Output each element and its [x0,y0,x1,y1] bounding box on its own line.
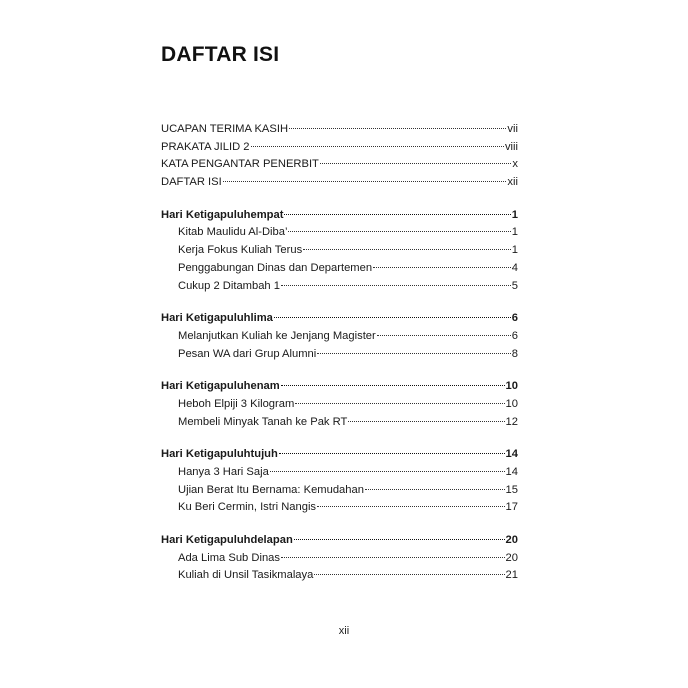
toc-section[interactable] [161,567,518,585]
toc-chapter-2[interactable] [161,310,518,328]
toc-section[interactable] [161,414,518,432]
toc-section-title: Hanya 3 Hari Saja [178,466,269,478]
toc-section-title: Ujian Berat Itu Bernama: Kemudahan [178,483,364,496]
dot-leader [279,453,505,454]
dot-leader [270,471,505,472]
dot-leader [223,181,507,182]
toc-section-title: Cukup 2 Ditambah 1 [178,279,280,292]
dot-leader [281,285,511,286]
toc-section-page: 10 [505,397,518,410]
dot-leader [288,231,510,232]
toc-section-page: 21 [505,569,518,582]
toc-entry-page: vii [507,123,518,135]
toc-section-page: 6 [511,329,518,342]
toc-section[interactable] [161,328,518,346]
toc-entry-page: viii [504,140,518,153]
toc-section-title: Kerja Fokus Kuliah Terus [178,244,303,257]
toc-chapter-title: Hari Ketigapuluhdelapan [161,534,293,547]
toc-chapter-title: Hari Ketigapuluhtujuh [161,448,278,461]
toc-chapter-page: 10 [505,380,518,393]
toc-chapter-5[interactable] [161,532,518,550]
toc-section-page: 14 [505,466,518,478]
dot-leader [251,146,504,147]
dot-leader [314,574,504,575]
dot-leader [281,385,505,386]
toc-section-page: 12 [505,415,518,428]
dot-leader [284,214,510,215]
dot-leader [317,353,511,354]
toc-entry-page: x [512,158,518,171]
toc-section[interactable] [161,260,518,278]
toc-section-page: 5 [511,279,518,292]
toc-section-page: 17 [505,501,518,514]
page-title: DAFTAR ISI [161,43,280,66]
toc-chapter-page: 14 [505,448,518,461]
toc-section-title: Melanjutkan Kuliah ke Jenjang Magister [178,329,376,342]
toc-section[interactable] [161,242,518,260]
toc-section-title: Membeli Minyak Tanah ke Pak RT [178,415,348,428]
toc-entry-page: xii [507,176,518,189]
toc-section-title: Ku Beri Cermin, Istri Nangis [178,501,317,514]
toc-section-title: Ada Lima Sub Dinas [178,551,280,564]
toc-entry-prakata[interactable] [161,139,518,157]
toc-section-page: 4 [511,261,518,274]
toc-entry-title: PRAKATA JILID 2 [161,140,250,153]
toc-chapter-title: Hari Ketigapuluhempat [161,208,284,221]
toc-section-page: 1 [511,226,518,239]
dot-leader [289,128,506,129]
toc-entry-kata-pengantar[interactable] [161,156,518,174]
dot-leader [373,267,511,268]
toc-section-title: Penggabungan Dinas dan Departemen [178,261,373,274]
toc-section-page: 20 [505,551,518,564]
toc-chapter-3[interactable] [161,378,518,396]
toc-chapter-title: Hari Ketigapuluhenam [161,380,280,393]
toc-chapter-page: 20 [505,534,518,547]
toc-entry-title: DAFTAR ISI [161,176,222,189]
dot-leader [348,421,504,422]
toc-section-page: 15 [505,483,518,496]
toc-entry-title: KATA PENGANTAR PENERBIT [161,158,319,171]
dot-leader [317,506,505,507]
table-of-contents [161,121,518,585]
toc-chapter-title: Hari Ketigapuluhlima [161,312,273,325]
dot-leader [274,317,511,318]
toc-section-page: 8 [511,347,518,360]
dot-leader [294,539,505,540]
toc-entry-daftar-isi[interactable] [161,174,518,192]
toc-section[interactable] [161,550,518,568]
toc-section-title: Pesan WA dari Grup Alumni [178,347,317,360]
toc-section-title: Kitab Maulidu Al-Diba’ [178,226,288,239]
toc-section[interactable] [161,499,518,517]
footer-page-number: xii [338,625,350,637]
toc-entry-title: UCAPAN TERIMA KASIH [161,123,289,135]
toc-chapter-4[interactable] [161,446,518,464]
toc-section[interactable] [161,482,518,500]
dot-leader [365,489,505,490]
toc-section[interactable] [161,224,518,242]
toc-section[interactable] [161,346,518,364]
toc-section[interactable] [161,396,518,414]
toc-chapter-page: 6 [511,312,518,325]
toc-section-title: Heboh Elpiji 3 Kilogram [178,397,295,410]
toc-section-title: Kuliah di Unsil Tasikmalaya [178,569,314,582]
dot-leader [295,403,504,404]
front-matter-list [161,121,518,192]
dot-leader [320,163,512,164]
toc-chapter-1[interactable] [161,207,518,225]
dot-leader [377,335,511,336]
dot-leader [281,557,505,558]
toc-section[interactable] [161,464,518,482]
toc-entry-ucapan[interactable] [161,121,518,139]
toc-section[interactable] [161,278,518,296]
dot-leader [303,249,511,250]
toc-section-page: 1 [511,244,518,257]
toc-chapter-page: 1 [511,208,518,221]
